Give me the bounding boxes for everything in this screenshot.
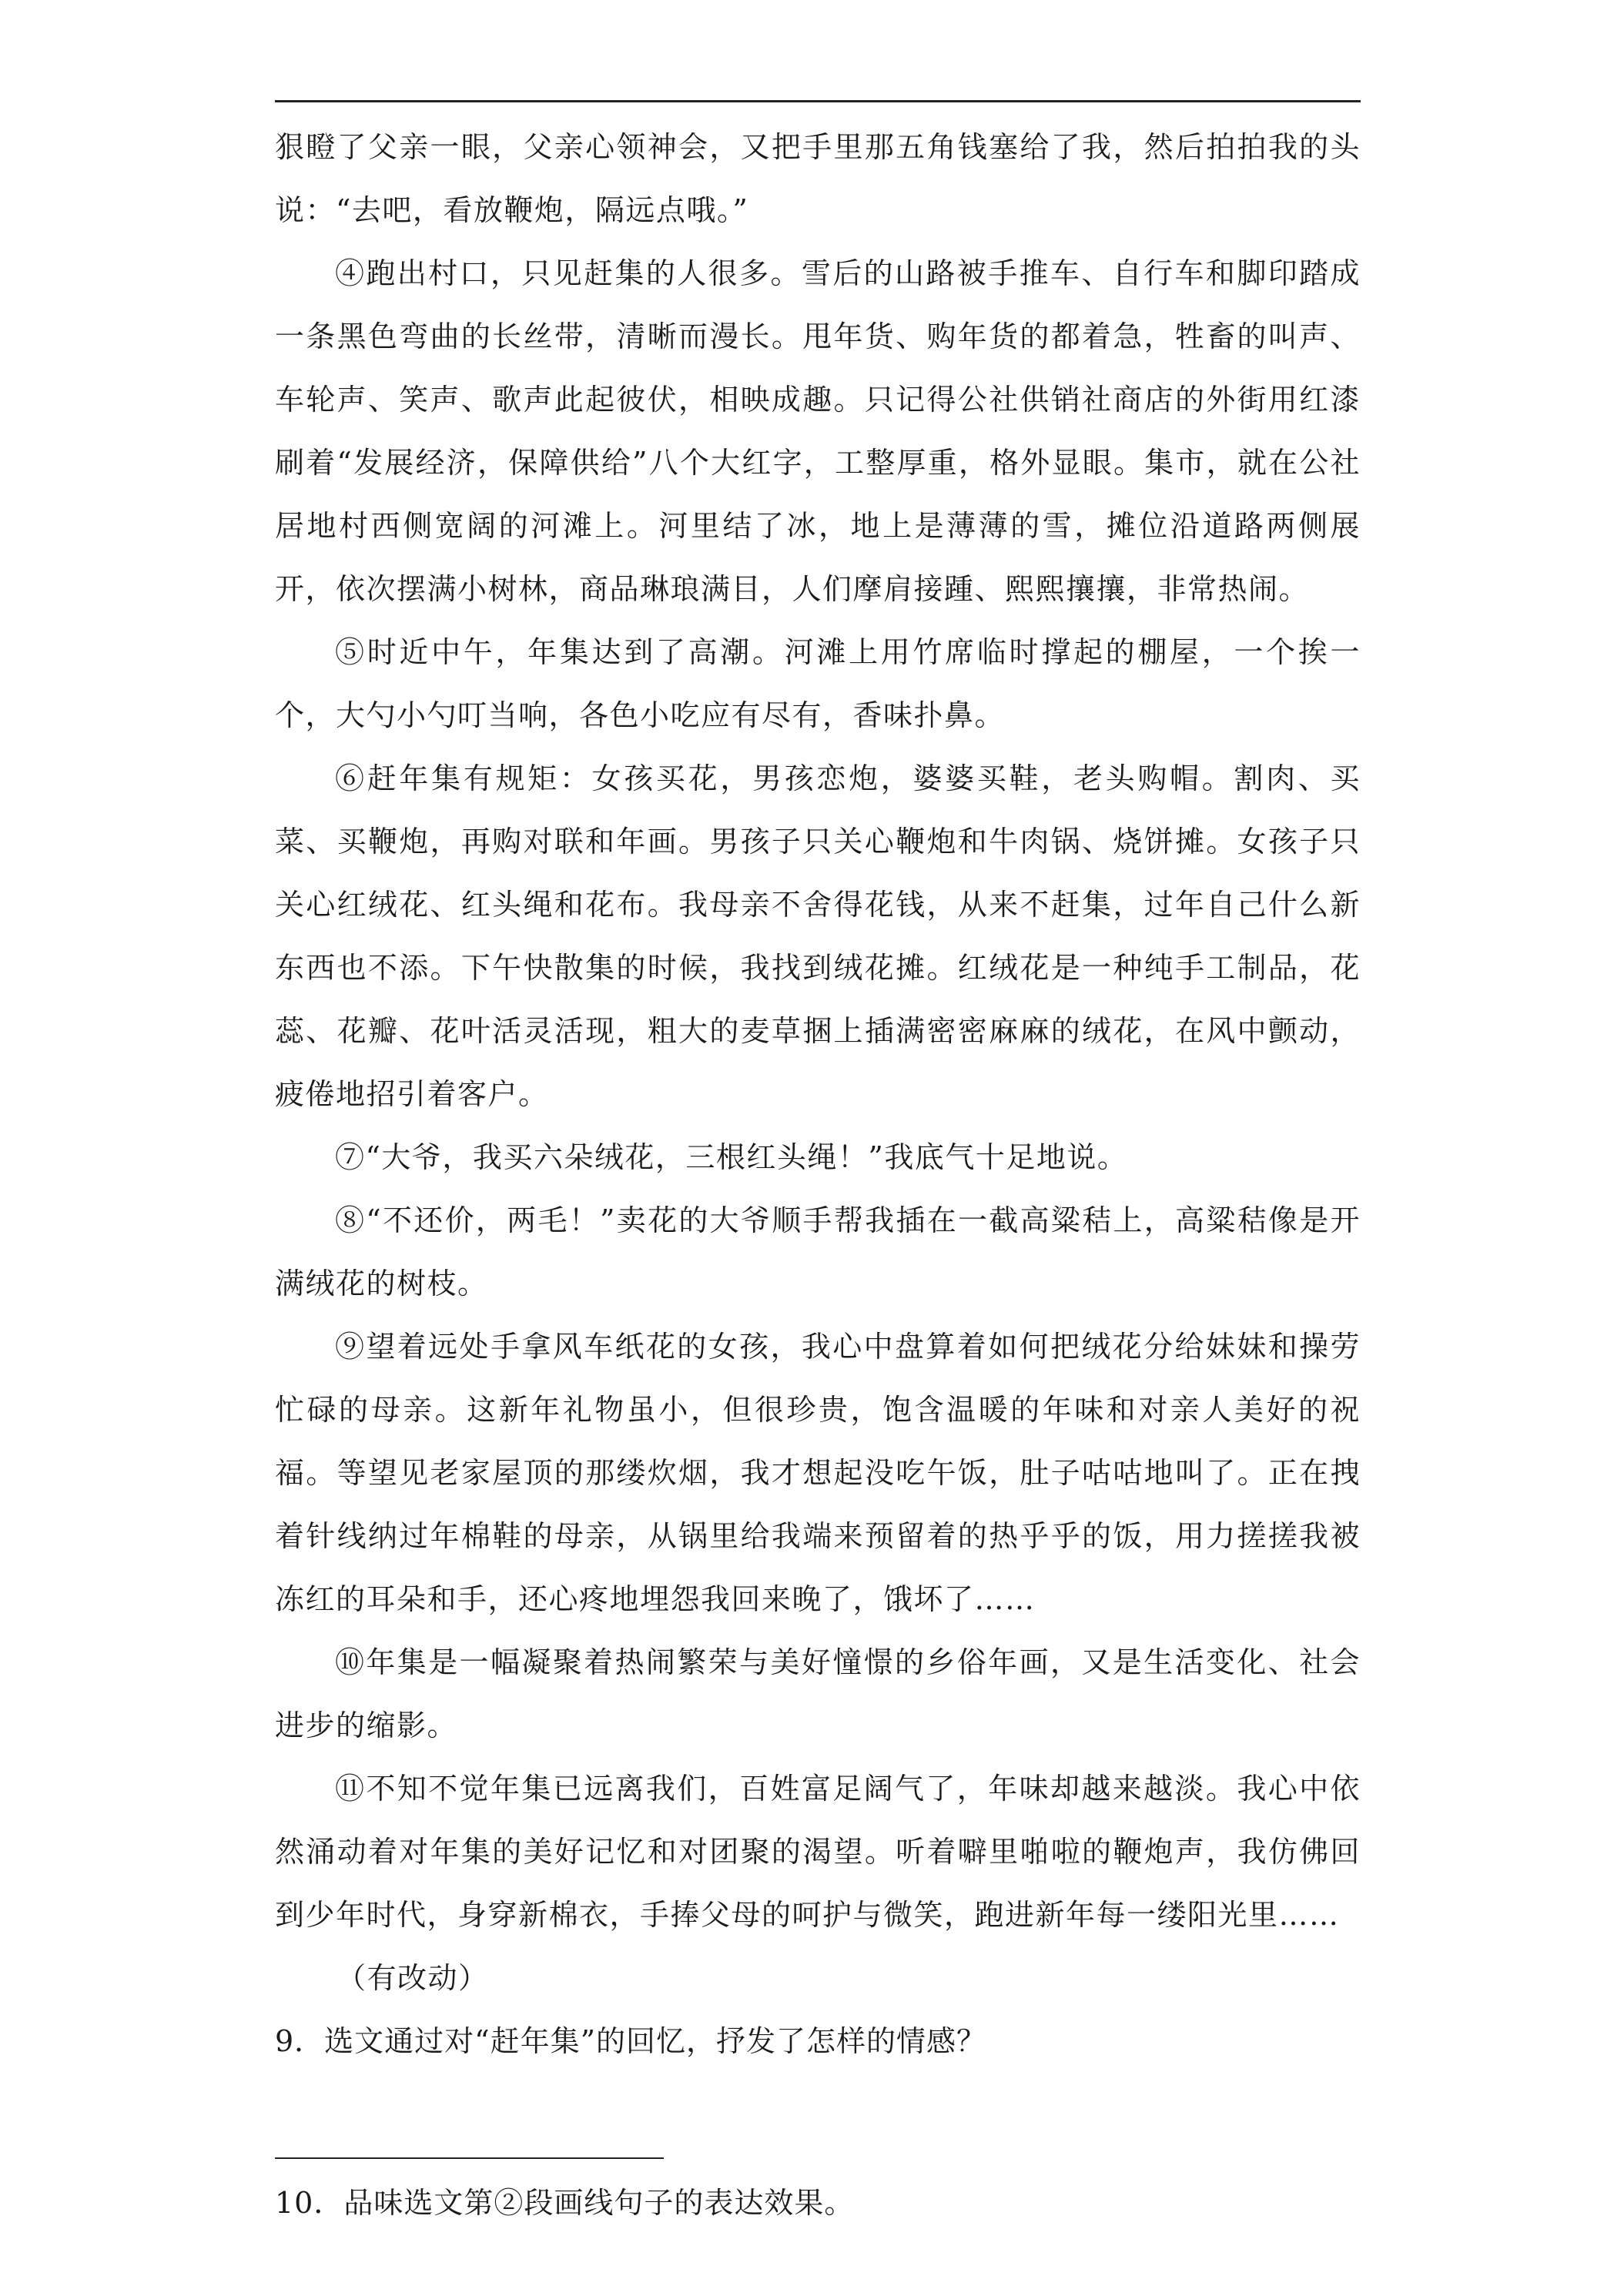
question-9: 9．选文通过对“赶年集”的回忆，抒发了怎样的情感？ (275, 2024, 987, 2058)
header-rule (275, 100, 1361, 102)
paragraph-4: ④跑出村口，只见赶集的人很多。雪后的山路被手推车、自行车和脚印踏成一条黑色弯曲的长丝带，清晰而漫长。甩年货、购年货的都着急，牲畜的叫声、车轮声、笑声、歌声此起彼伏，相映成趣。只记得公社供销社商店的外街用红漆刷着“发展经济，保障供给”八个大红字，工整厚重，格外显眼。集市，就在公社居地村西侧宽阔的河滩上。河里结了冰，地上是薄薄的雪，摊位沿道路两侧展开，依次摆满小树林，商品琳琅满目，人们摩肩接踵、熙熙攘攘，非常热闹。 (275, 256, 1361, 606)
paragraph-9: ⑨望着远处手拿风车纸花的女孩，我心中盘算着如何把绒花分给妹妹和操劳忙碌的母亲。这新年礼物虽小，但很珍贵，饱含温暖的年味和对亲人美好的祝福。等望见老家屋顶的那缕炊烟，我才想起没吃午饭，肚子咕咕地叫了。正在拽着针线纳过年棉鞋的母亲，从锅里给我端来预留着的热乎乎的饭，用力搓搓我被冻红的耳朵和手，还心疼地埋怨我回来晚了，饿坏了…… (275, 1330, 1361, 1616)
paragraph-8: ⑧“不还价，两毛！”卖花的大爷顺手帮我插在一截高粱秸上，高粱秸像是开满绒花的树枝。 (275, 1203, 1361, 1300)
document-body (275, 115, 1361, 2234)
paragraph-6: ⑥赶年集有规矩：女孩买花，男孩恋炮，婆婆买鞋，老头购帽。割肉、买菜、买鞭炮，再购对联和年画。男孩子只关心鞭炮和牛肉锅、烧饼摊。女孩子只关心红绒花、红头绳和花布。我母亲不舍得花钱，从来不赶集，过年自己什么新东西也不添。下午快散集的时候，我找到绒花摊。红绒花是一种纯手工制品，花蕊、花瓣、花叶活灵活现，粗大的麦草捆上插满密密麻麻的绒花，在风中颤动，疲倦地招引着客户。 (275, 761, 1361, 1111)
question-10: 10．品味选文第②段画线句子的表达效果。 (275, 2186, 855, 2220)
paragraph-continued: 狠瞪了父亲一眼，父亲心领神会，又把手里那五角钱塞给了我，然后拍拍我的头说：“去吧，看放鞭炮，隔远点哦。” (275, 130, 1361, 227)
paragraph-11: ⑪不知不觉年集已远离我们，百姓富足阔气了，年味却越来越淡。我心中依然涌动着对年集的美好记忆和对团聚的渴望。听着噼里啪啦的鞭炮声，我仿佛回到少年时代，身穿新棉衣，手捧父母的呵护与微笑，跑进新年每一缕阳光里…… (275, 1772, 1361, 1932)
paragraph-5: ⑤时近中午，年集达到了高潮。河滩上用竹席临时撑起的棚屋，一个挨一个，大勺小勺叮当响，各色小吃应有尽有，香味扑鼻。 (275, 635, 1361, 732)
source-note: （有改动） (337, 1961, 489, 1995)
paragraph-10: ⑩年集是一幅凝聚着热闹繁荣与美好憧憬的乡俗年画，又是生活变化、社会进步的缩影。 (275, 1645, 1361, 1742)
paragraph-7: ⑦“大爷，我买六朵绒花，三根红头绳！”我底气十足地说。 (335, 1140, 1128, 1174)
answer-line (275, 2157, 664, 2159)
